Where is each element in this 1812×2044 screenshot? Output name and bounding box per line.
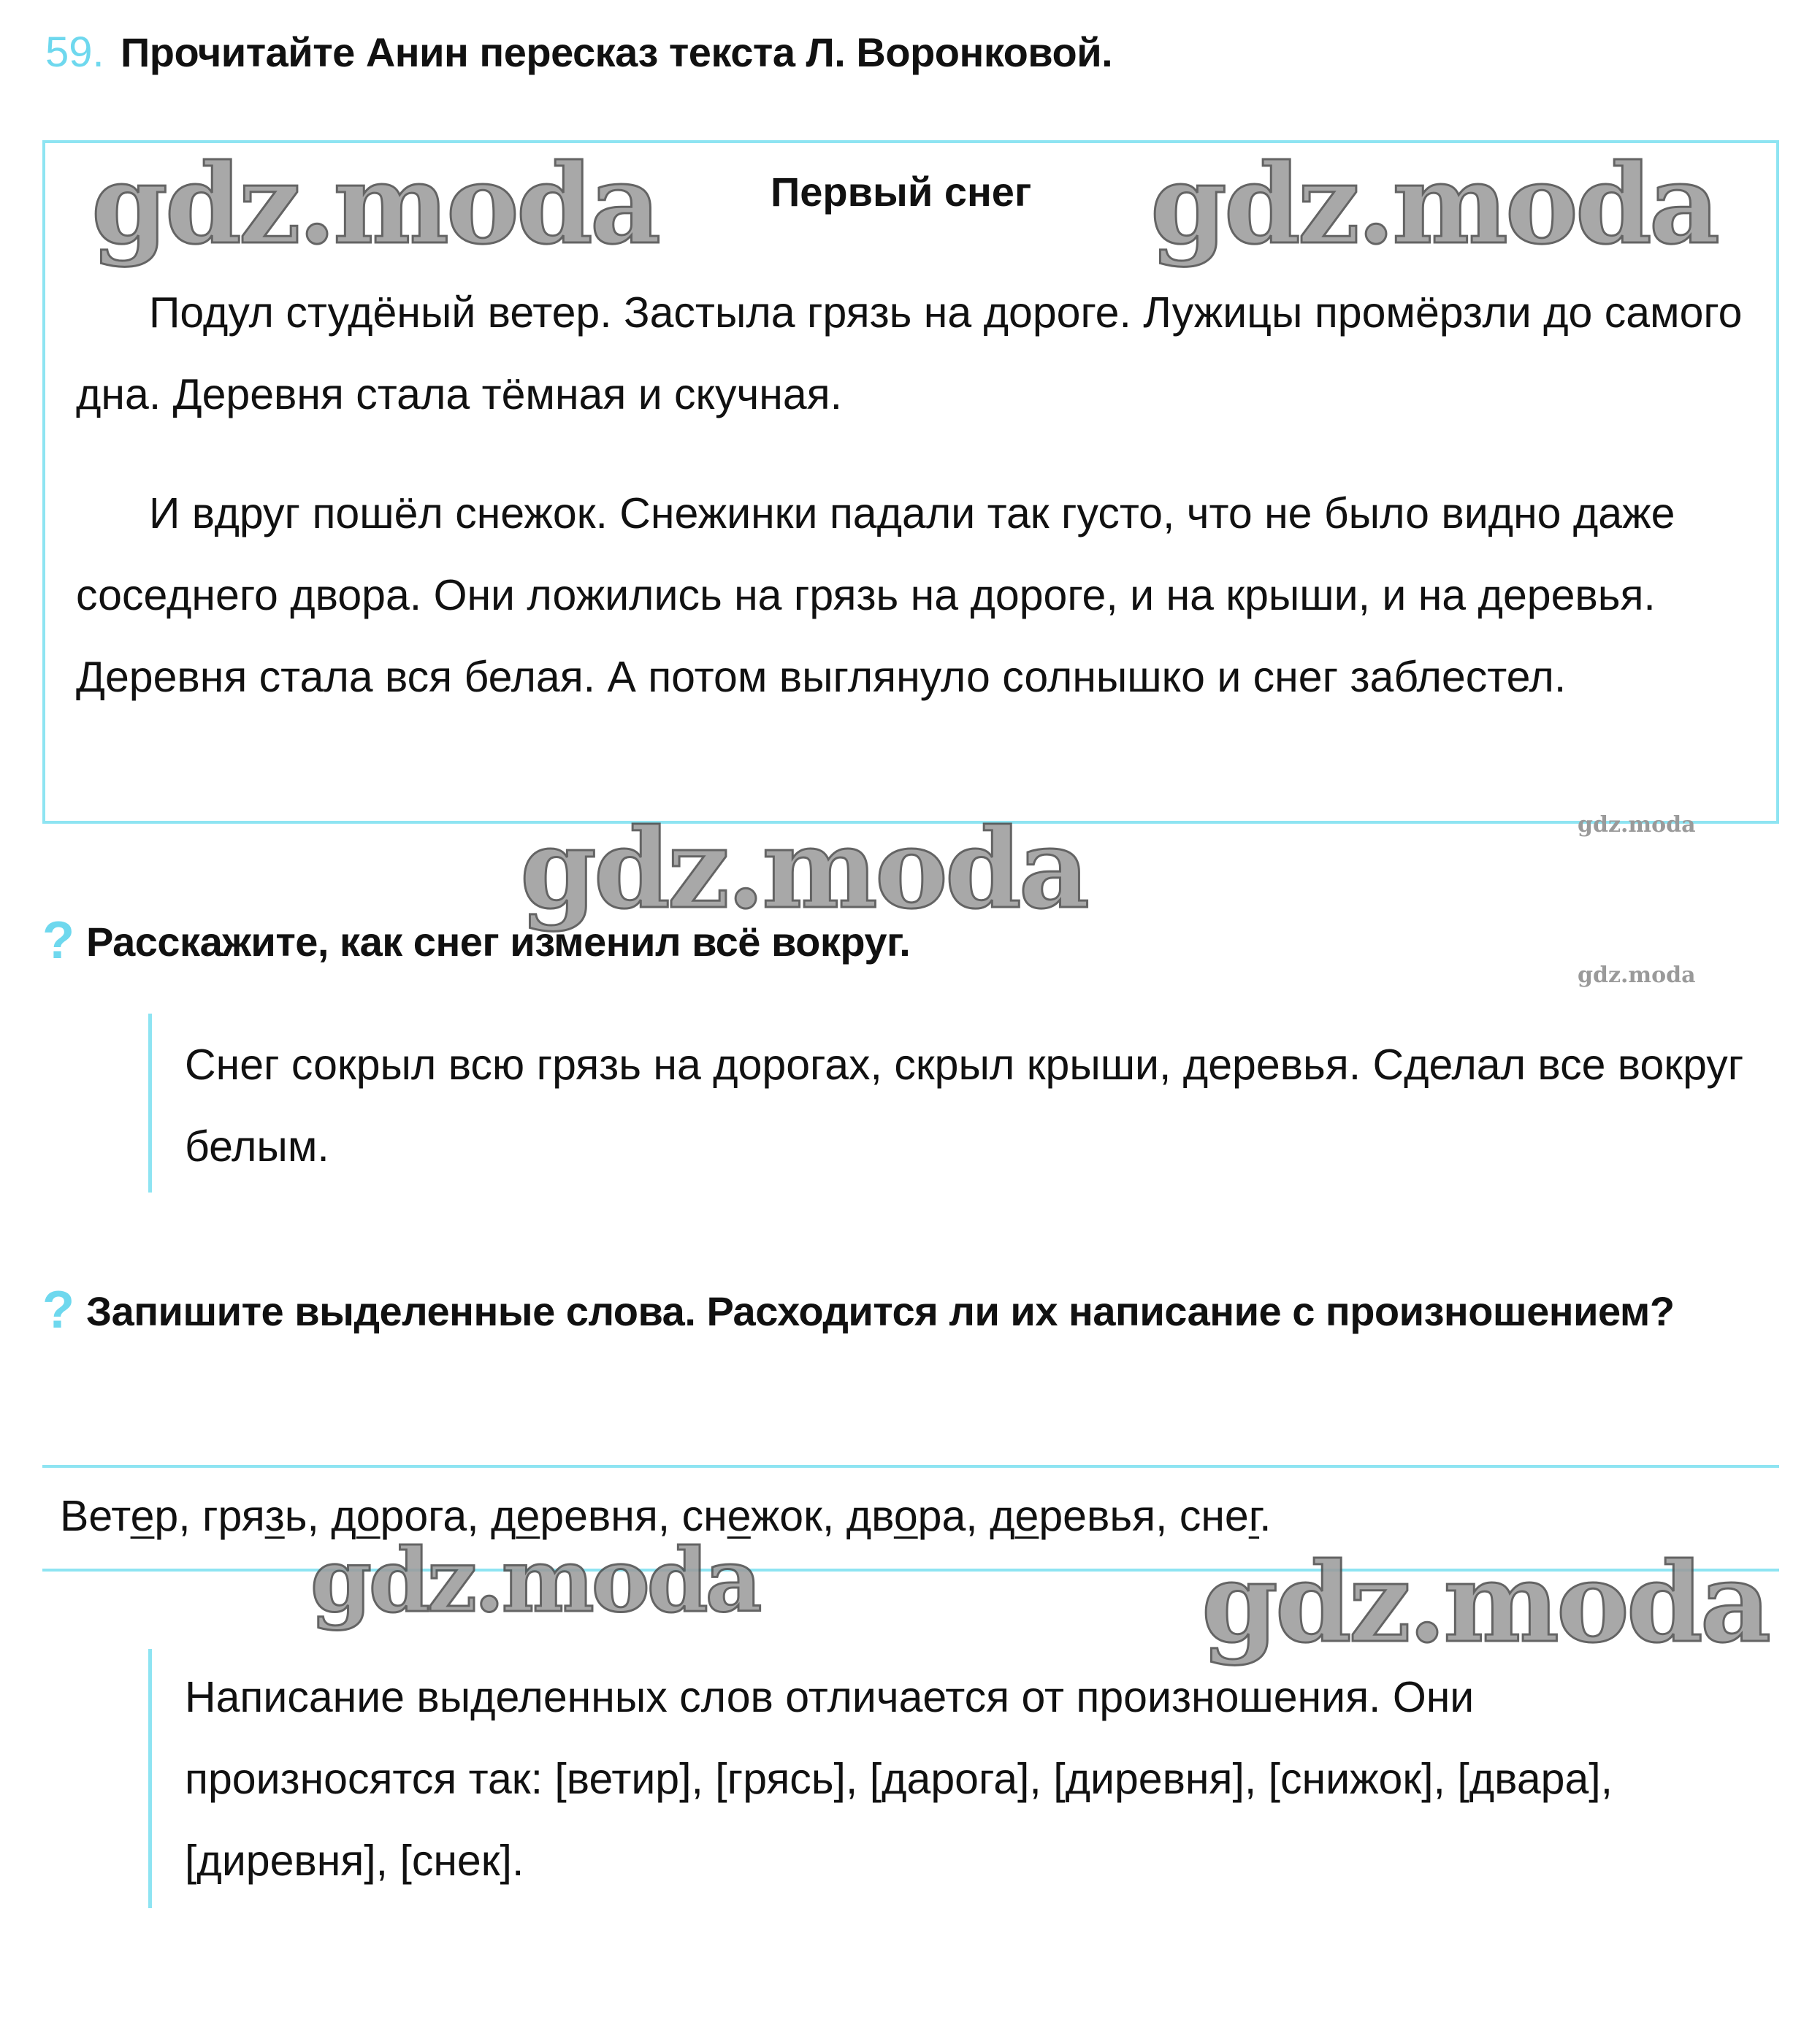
answer-2-bar [148,1649,152,1908]
exercise-title: Прочитайте Анин пересказ текста Л. Воронковой. [121,29,1113,75]
story-paragraph-1 [76,272,1756,435]
story-title: Первый снег [771,169,1032,215]
divider-top [42,1465,1779,1468]
highlighted-word: деревня [491,1492,658,1540]
watermark: gdz.moda [1201,1539,1769,1667]
highlighted-words: Ветер, грязь, дорога, деревня, снежок, двора, деревья, снег. [60,1492,1272,1540]
watermark-small: gdz.moda [1578,812,1696,838]
highlighted-word: грязь [202,1492,307,1540]
story-paragraph-2 [76,472,1756,718]
watermark: gdz.moda [91,140,659,269]
answer-1-text: Снег сокрыл всю грязь на дорогах, скрыл крыши, деревья. Сделал все вокруг белым. [185,1041,1744,1171]
highlighted-word: дорога [331,1492,467,1540]
underlined-letter: е [130,1492,155,1540]
question-mark-icon: ? [42,1281,74,1339]
underlined-letter: з [264,1492,285,1540]
answer-2-text: Написание выделенных слов отличается от произношения. Они произносятся так: [ветир], [грясь], [дарога], [диревня], [снижок], [двара], [диревня], [снек]. [185,1673,1613,1885]
watermark-small: gdz.moda [1578,962,1696,988]
watermark: gdz.moda [1150,140,1718,269]
story-paragraph-2-text: И вдруг пошёл снежок. Снежинки падали так густо, что не было видно даже соседнего двора. Они ложились на грязь на дороге, и на крыши, и на деревья. Деревня стала вся белая. А потом выглянуло солнышко и снег заблестел. [76,489,1675,701]
exercise-number: 59. [45,28,104,76]
highlighted-word: двора [846,1492,966,1540]
question-2-text: Запишите выделенные слова. Расходится ли их написание с произношением? [86,1288,1675,1334]
highlighted-word: Ветер [60,1492,179,1540]
watermark: gdz.moda [520,805,1087,933]
highlighted-word: снежок [681,1492,822,1540]
underlined-letter: е [1014,1492,1039,1540]
underlined-letter: о [893,1492,918,1540]
underlined-letter: е [727,1492,751,1540]
question-1-text: Расскажите, как снег изменил всё вокруг. [86,919,911,965]
story-paragraph-1-text: Подул студёный ветер. Застыла грязь на дороге. Лужицы промёрзли до самого дна. Деревня стала тёмная и скучная. [76,288,1743,418]
question-mark-icon: ? [42,911,74,970]
highlighted-word: снег [1179,1492,1260,1540]
highlighted-word: деревья [990,1492,1156,1540]
underlined-letter: е [516,1492,540,1540]
answer-1-bar [148,1014,152,1193]
watermark: gdz.moda [310,1529,760,1632]
underlined-letter: о [356,1492,381,1540]
underlined-letter: г [1248,1492,1260,1540]
